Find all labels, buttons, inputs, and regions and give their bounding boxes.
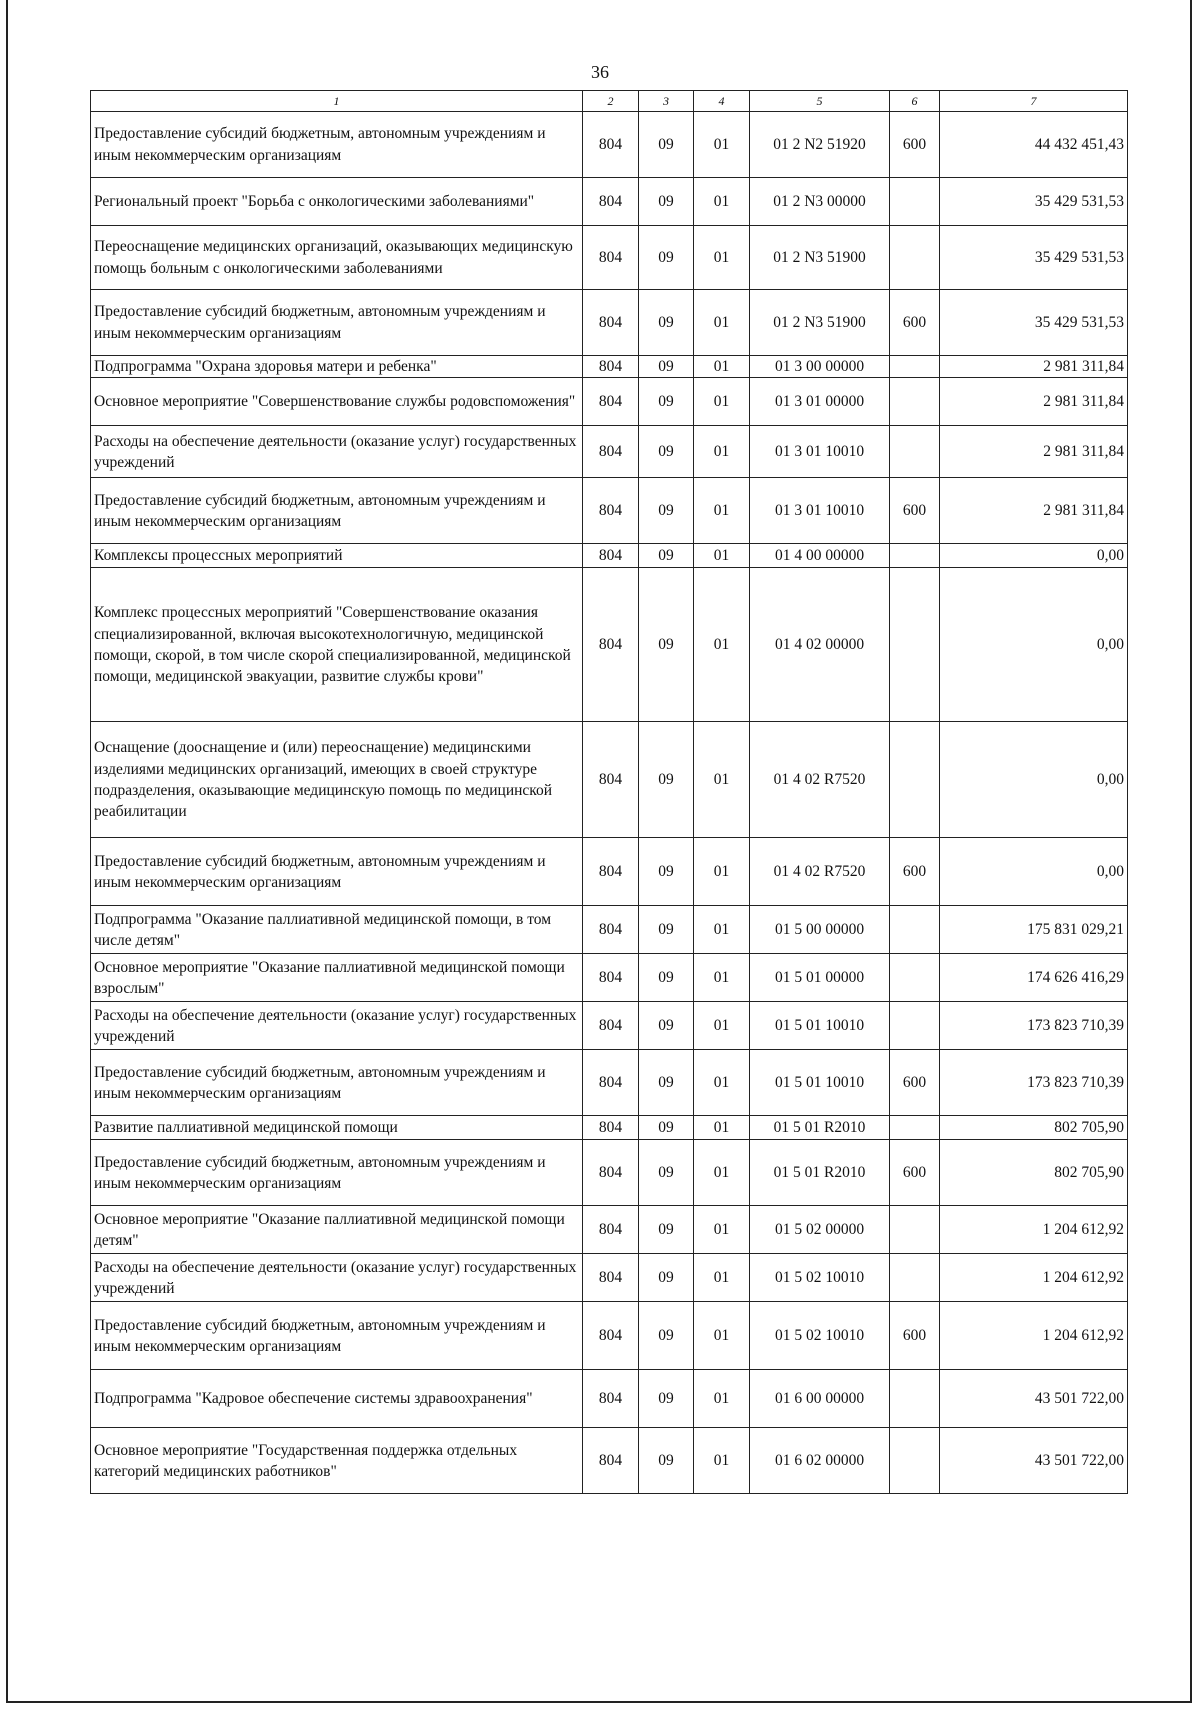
subsection-code-cell: 01 xyxy=(694,1002,750,1050)
ved-code-cell: 804 xyxy=(583,722,639,838)
table-row xyxy=(91,1002,1128,1050)
subsection-code-cell: 01 xyxy=(694,178,750,226)
row-name-cell: Расходы на обеспечение деятельности (оказание услуг) государственных учреждений xyxy=(91,426,583,478)
expense-type-cell: 600 xyxy=(890,1050,940,1116)
expense-type-cell xyxy=(890,226,940,290)
column-header: 2 xyxy=(583,91,639,112)
row-name-cell: Подпрограмма "Оказание паллиативной медицинской помощи, в том числе детям" xyxy=(91,906,583,954)
table-row xyxy=(91,1050,1128,1116)
row-name-cell: Развитие паллиативной медицинской помощи xyxy=(91,1116,583,1140)
target-article-cell: 01 3 00 00000 xyxy=(750,356,890,378)
table-row xyxy=(91,378,1128,426)
amount-cell: 1 204 612,92 xyxy=(940,1206,1128,1254)
row-name-cell: Предоставление субсидий бюджетным, автономным учреждениям и иным некоммерческим организациям xyxy=(91,112,583,178)
amount-cell: 1 204 612,92 xyxy=(940,1254,1128,1302)
expense-type-cell xyxy=(890,1428,940,1494)
expense-type-cell: 600 xyxy=(890,1302,940,1370)
subsection-code-cell: 01 xyxy=(694,1050,750,1116)
amount-cell: 44 432 451,43 xyxy=(940,112,1128,178)
row-name-cell: Региональный проект "Борьба с онкологическими заболеваниями" xyxy=(91,178,583,226)
amount-cell: 173 823 710,39 xyxy=(940,1002,1128,1050)
row-name-cell: Предоставление субсидий бюджетным, автономным учреждениям и иным некоммерческим организациям xyxy=(91,478,583,544)
subsection-code-cell: 01 xyxy=(694,1254,750,1302)
ved-code-cell: 804 xyxy=(583,226,639,290)
amount-cell: 2 981 311,84 xyxy=(940,478,1128,544)
target-article-cell: 01 5 01 10010 xyxy=(750,1002,890,1050)
amount-cell: 2 981 311,84 xyxy=(940,356,1128,378)
subsection-code-cell: 01 xyxy=(694,426,750,478)
subsection-code-cell: 01 xyxy=(694,838,750,906)
row-name-cell: Предоставление субсидий бюджетным, автономным учреждениям и иным некоммерческим организациям xyxy=(91,1050,583,1116)
subsection-code-cell: 01 xyxy=(694,1370,750,1428)
target-article-cell: 01 5 01 00000 xyxy=(750,954,890,1002)
ved-code-cell: 804 xyxy=(583,112,639,178)
table-row xyxy=(91,1428,1128,1494)
header-row xyxy=(91,91,1128,112)
row-name-cell: Основное мероприятие "Совершенствование службы родовспоможения" xyxy=(91,378,583,426)
target-article-cell: 01 5 02 10010 xyxy=(750,1302,890,1370)
expense-type-cell: 600 xyxy=(890,1140,940,1206)
table-row xyxy=(91,838,1128,906)
table-row xyxy=(91,1206,1128,1254)
ved-code-cell: 804 xyxy=(583,290,639,356)
subsection-code-cell: 01 xyxy=(694,478,750,544)
amount-cell: 2 981 311,84 xyxy=(940,378,1128,426)
section-code-cell: 09 xyxy=(639,378,694,426)
ved-code-cell: 804 xyxy=(583,544,639,568)
row-name-cell: Предоставление субсидий бюджетным, автономным учреждениям и иным некоммерческим организациям xyxy=(91,1140,583,1206)
target-article-cell: 01 4 00 00000 xyxy=(750,544,890,568)
column-header: 5 xyxy=(750,91,890,112)
amount-cell: 43 501 722,00 xyxy=(940,1370,1128,1428)
subsection-code-cell: 01 xyxy=(694,568,750,722)
section-code-cell: 09 xyxy=(639,568,694,722)
target-article-cell: 01 2 N3 51900 xyxy=(750,290,890,356)
ved-code-cell: 804 xyxy=(583,1254,639,1302)
subsection-code-cell: 01 xyxy=(694,112,750,178)
target-article-cell: 01 5 02 10010 xyxy=(750,1254,890,1302)
subsection-code-cell: 01 xyxy=(694,1116,750,1140)
table-row xyxy=(91,426,1128,478)
ved-code-cell: 804 xyxy=(583,568,639,722)
expense-type-cell: 600 xyxy=(890,112,940,178)
amount-cell: 0,00 xyxy=(940,722,1128,838)
table-row xyxy=(91,290,1128,356)
expense-type-cell: 600 xyxy=(890,838,940,906)
target-article-cell: 01 4 02 00000 xyxy=(750,568,890,722)
amount-cell: 173 823 710,39 xyxy=(940,1050,1128,1116)
target-article-cell: 01 3 01 10010 xyxy=(750,478,890,544)
expense-type-cell xyxy=(890,722,940,838)
row-name-cell: Основное мероприятие "Оказание паллиативной медицинской помощи детям" xyxy=(91,1206,583,1254)
row-name-cell: Расходы на обеспечение деятельности (оказание услуг) государственных учреждений xyxy=(91,1254,583,1302)
ved-code-cell: 804 xyxy=(583,1428,639,1494)
subsection-code-cell: 01 xyxy=(694,544,750,568)
table-row xyxy=(91,544,1128,568)
ved-code-cell: 804 xyxy=(583,906,639,954)
expense-type-cell xyxy=(890,544,940,568)
table-row xyxy=(91,1116,1128,1140)
section-code-cell: 09 xyxy=(639,722,694,838)
ved-code-cell: 804 xyxy=(583,1050,639,1116)
target-article-cell: 01 6 00 00000 xyxy=(750,1370,890,1428)
row-name-cell: Комплекс процессных мероприятий "Совершенствование оказания специализированной, включая высокотехнологичную, медицинской помощи, скорой, в том числе скорой специализированной, медицинской помощи, медицинской эвакуации, развитие службы крови" xyxy=(91,568,583,722)
target-article-cell: 01 4 02 R7520 xyxy=(750,722,890,838)
row-name-cell: Оснащение (дооснащение и (или) переоснащение) медицинскими изделиями медицинских организаций, имеющих в своей структуре подразделения, оказывающие медицинскую помощь по медицинской реабилитации xyxy=(91,722,583,838)
target-article-cell: 01 5 01 R2010 xyxy=(750,1116,890,1140)
section-code-cell: 09 xyxy=(639,290,694,356)
section-code-cell: 09 xyxy=(639,954,694,1002)
expense-type-cell xyxy=(890,1002,940,1050)
page-number: 36 xyxy=(591,62,609,82)
table-row xyxy=(91,1254,1128,1302)
expense-type-cell xyxy=(890,356,940,378)
section-code-cell: 09 xyxy=(639,1254,694,1302)
target-article-cell: 01 4 02 R7520 xyxy=(750,838,890,906)
amount-cell: 35 429 531,53 xyxy=(940,290,1128,356)
section-code-cell: 09 xyxy=(639,426,694,478)
section-code-cell: 09 xyxy=(639,1002,694,1050)
section-code-cell: 09 xyxy=(639,1302,694,1370)
table-row xyxy=(91,356,1128,378)
amount-cell: 0,00 xyxy=(940,838,1128,906)
subsection-code-cell: 01 xyxy=(694,290,750,356)
section-code-cell: 09 xyxy=(639,1116,694,1140)
amount-cell: 35 429 531,53 xyxy=(940,178,1128,226)
expense-type-cell xyxy=(890,1370,940,1428)
target-article-cell: 01 5 01 R2010 xyxy=(750,1140,890,1206)
column-header: 4 xyxy=(694,91,750,112)
column-header: 1 xyxy=(91,91,583,112)
amount-cell: 1 204 612,92 xyxy=(940,1302,1128,1370)
expense-type-cell xyxy=(890,1206,940,1254)
target-article-cell: 01 3 01 10010 xyxy=(750,426,890,478)
expense-type-cell xyxy=(890,1254,940,1302)
table-row xyxy=(91,1140,1128,1206)
ved-code-cell: 804 xyxy=(583,178,639,226)
section-code-cell: 09 xyxy=(639,1428,694,1494)
target-article-cell: 01 2 N2 51920 xyxy=(750,112,890,178)
section-code-cell: 09 xyxy=(639,178,694,226)
subsection-code-cell: 01 xyxy=(694,1206,750,1254)
subsection-code-cell: 01 xyxy=(694,226,750,290)
row-name-cell: Переоснащение медицинских организаций, оказывающих медицинскую помощь больным с онкологическими заболеваниями xyxy=(91,226,583,290)
ved-code-cell: 804 xyxy=(583,1140,639,1206)
table-row xyxy=(91,112,1128,178)
target-article-cell: 01 5 02 00000 xyxy=(750,1206,890,1254)
row-name-cell: Подпрограмма "Кадровое обеспечение системы здравоохранения" xyxy=(91,1370,583,1428)
section-code-cell: 09 xyxy=(639,226,694,290)
table-row xyxy=(91,178,1128,226)
target-article-cell: 01 2 N3 00000 xyxy=(750,178,890,226)
subsection-code-cell: 01 xyxy=(694,722,750,838)
section-code-cell: 09 xyxy=(639,1206,694,1254)
ved-code-cell: 804 xyxy=(583,478,639,544)
expense-type-cell xyxy=(890,378,940,426)
ved-code-cell: 804 xyxy=(583,1116,639,1140)
section-code-cell: 09 xyxy=(639,838,694,906)
amount-cell: 0,00 xyxy=(940,568,1128,722)
target-article-cell: 01 2 N3 51900 xyxy=(750,226,890,290)
expense-type-cell xyxy=(890,906,940,954)
amount-cell: 802 705,90 xyxy=(940,1116,1128,1140)
column-header: 6 xyxy=(890,91,940,112)
budget-table xyxy=(90,90,1128,1494)
amount-cell: 2 981 311,84 xyxy=(940,426,1128,478)
row-name-cell: Основное мероприятие "Оказание паллиативной медицинской помощи взрослым" xyxy=(91,954,583,1002)
expense-type-cell: 600 xyxy=(890,478,940,544)
subsection-code-cell: 01 xyxy=(694,1140,750,1206)
column-header: 3 xyxy=(639,91,694,112)
expense-type-cell xyxy=(890,178,940,226)
target-article-cell: 01 6 02 00000 xyxy=(750,1428,890,1494)
ved-code-cell: 804 xyxy=(583,954,639,1002)
section-code-cell: 09 xyxy=(639,112,694,178)
amount-cell: 174 626 416,29 xyxy=(940,954,1128,1002)
ved-code-cell: 804 xyxy=(583,1206,639,1254)
target-article-cell: 01 5 00 00000 xyxy=(750,906,890,954)
ved-code-cell: 804 xyxy=(583,356,639,378)
section-code-cell: 09 xyxy=(639,544,694,568)
expense-type-cell xyxy=(890,1116,940,1140)
expense-type-cell xyxy=(890,954,940,1002)
section-code-cell: 09 xyxy=(639,1370,694,1428)
row-name-cell: Расходы на обеспечение деятельности (оказание услуг) государственных учреждений xyxy=(91,1002,583,1050)
amount-cell: 802 705,90 xyxy=(940,1140,1128,1206)
section-code-cell: 09 xyxy=(639,1140,694,1206)
section-code-cell: 09 xyxy=(639,356,694,378)
target-article-cell: 01 3 01 00000 xyxy=(750,378,890,426)
table-row xyxy=(91,1302,1128,1370)
subsection-code-cell: 01 xyxy=(694,954,750,1002)
amount-cell: 43 501 722,00 xyxy=(940,1428,1128,1494)
ved-code-cell: 804 xyxy=(583,1002,639,1050)
expense-type-cell: 600 xyxy=(890,290,940,356)
section-code-cell: 09 xyxy=(639,1050,694,1116)
table-row xyxy=(91,954,1128,1002)
ved-code-cell: 804 xyxy=(583,426,639,478)
amount-cell: 0,00 xyxy=(940,544,1128,568)
section-code-cell: 09 xyxy=(639,906,694,954)
subsection-code-cell: 01 xyxy=(694,356,750,378)
subsection-code-cell: 01 xyxy=(694,1302,750,1370)
subsection-code-cell: 01 xyxy=(694,906,750,954)
column-header: 7 xyxy=(940,91,1128,112)
table-row xyxy=(91,1370,1128,1428)
row-name-cell: Предоставление субсидий бюджетным, автономным учреждениям и иным некоммерческим организациям xyxy=(91,1302,583,1370)
amount-cell: 35 429 531,53 xyxy=(940,226,1128,290)
subsection-code-cell: 01 xyxy=(694,378,750,426)
ved-code-cell: 804 xyxy=(583,378,639,426)
row-name-cell: Предоставление субсидий бюджетным, автономным учреждениям и иным некоммерческим организациям xyxy=(91,290,583,356)
expense-type-cell xyxy=(890,426,940,478)
target-article-cell: 01 5 01 10010 xyxy=(750,1050,890,1116)
section-code-cell: 09 xyxy=(639,478,694,544)
table-row xyxy=(91,226,1128,290)
subsection-code-cell: 01 xyxy=(694,1428,750,1494)
expense-type-cell xyxy=(890,568,940,722)
table-row xyxy=(91,478,1128,544)
table-row xyxy=(91,568,1128,722)
table-row xyxy=(91,906,1128,954)
ved-code-cell: 804 xyxy=(583,1302,639,1370)
row-name-cell: Комплексы процессных мероприятий xyxy=(91,544,583,568)
table-row xyxy=(91,722,1128,838)
row-name-cell: Основное мероприятие "Государственная поддержка отдельных категорий медицинских работников" xyxy=(91,1428,583,1494)
ved-code-cell: 804 xyxy=(583,838,639,906)
row-name-cell: Предоставление субсидий бюджетным, автономным учреждениям и иным некоммерческим организациям xyxy=(91,838,583,906)
amount-cell: 175 831 029,21 xyxy=(940,906,1128,954)
row-name-cell: Подпрограмма "Охрана здоровья матери и ребенка" xyxy=(91,356,583,378)
ved-code-cell: 804 xyxy=(583,1370,639,1428)
